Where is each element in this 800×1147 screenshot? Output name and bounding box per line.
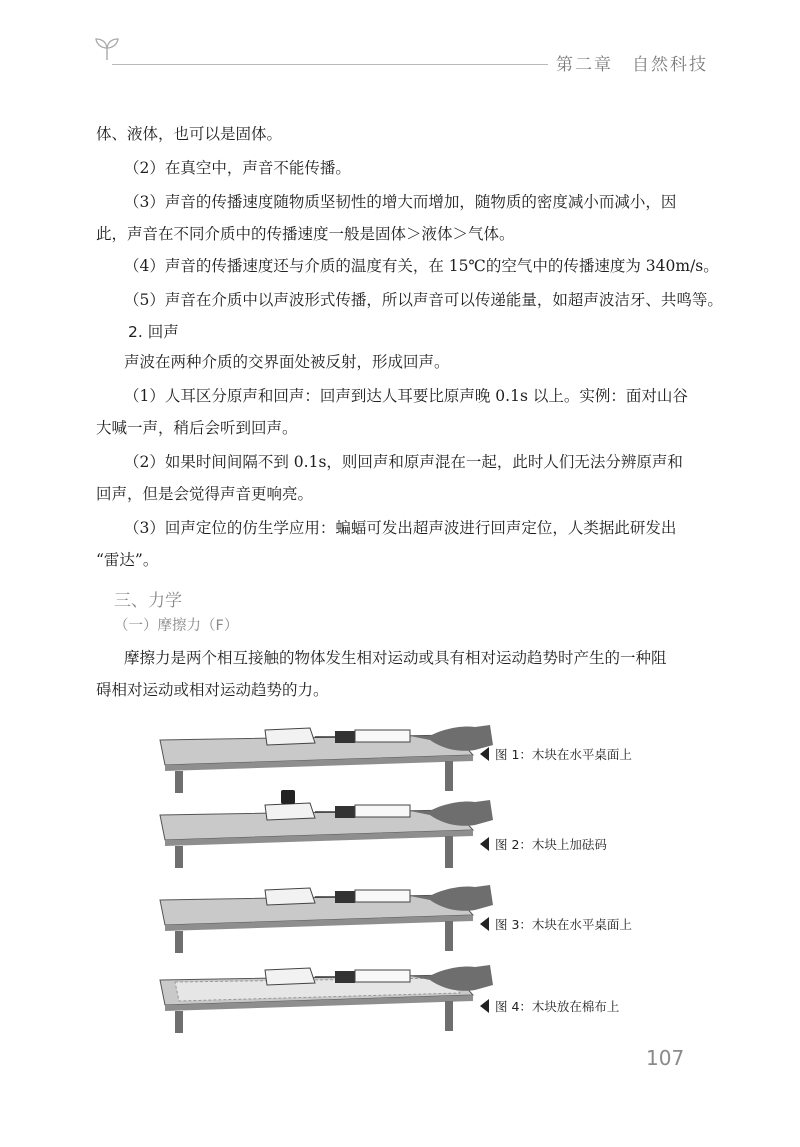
text-line: （4）声音的传播速度还与介质的温度有关，在 15℃的空气中的传播速度为 340m/s。 [124,257,719,275]
figure-2-caption [480,835,607,853]
text-line: （2）在真空中，声音不能传播。 [124,159,351,177]
section-subtitle: （一）摩擦力（F） [114,618,239,634]
caption-pointer-icon [480,999,489,1013]
section-title: 三、力学 [114,591,182,611]
caption-pointer-icon [480,747,489,761]
text-line: 碍相对运动或相对运动趋势的力。 [96,681,329,699]
chapter-title: 第二章 自然科技 [556,55,708,75]
caption-pointer-icon [480,837,489,851]
text-line: （2）如果时间间隔不到 0.1s，则回声和原声混在一起，此时人们无法分辨原声和 [124,453,683,471]
figure-3-illustration [155,885,495,955]
text-line: （5）声音在介质中以声波形式传播，所以声音可以传递能量，如超声波洁牙、共鸣等。 [124,291,723,309]
page-number: 107 [646,1046,685,1070]
figure-1-caption [480,745,632,763]
page-header [0,0,800,80]
caption-text: 图 4：木块放在棉布上 [495,999,620,1014]
text-line: 此，声音在不同介质中的传播速度一般是固体＞液体＞气体。 [96,225,515,243]
text-line: 大喊一声，稍后会听到回声。 [96,419,298,437]
text-line: 回声，但是会觉得声音更响亮。 [96,485,314,503]
caption-pointer-icon [480,917,489,931]
figure-1-illustration [155,725,495,795]
figure-4-illustration [155,965,495,1035]
caption-text: 图 3：木块在水平桌面上 [495,917,632,932]
caption-text: 图 2：木块上加砝码 [495,837,607,852]
subheading-echo: 2. 回声 [128,323,179,341]
header-rule [112,64,548,65]
text-line: 体、液体，也可以是固体。 [96,125,283,143]
figure-4-caption [480,997,619,1015]
text-line: （3）回声定位的仿生学应用：蝙蝠可发出超声波进行回声定位，人类据此研发出 [124,519,677,537]
text-line: （1）人耳区分原声和回声：回声到达人耳要比原声晚 0.1s 以上。实例：面对山谷 [124,387,688,405]
figure-2-illustration [155,790,495,870]
figure-3-caption [480,915,632,933]
text-line: “雷达”。 [96,551,159,569]
caption-text: 图 1：木块在水平桌面上 [495,747,632,762]
text-line: 声波在两种介质的交界面处被反射，形成回声。 [124,353,450,371]
text-line: （3）声音的传播速度随物质坚韧性的增大而增加，随物质的密度减小而减小，因 [124,193,677,211]
text-line: 摩擦力是两个相互接触的物体发生相对运动或具有相对运动趋势时产生的一种阻 [124,649,667,667]
sprout-icon [92,36,122,62]
